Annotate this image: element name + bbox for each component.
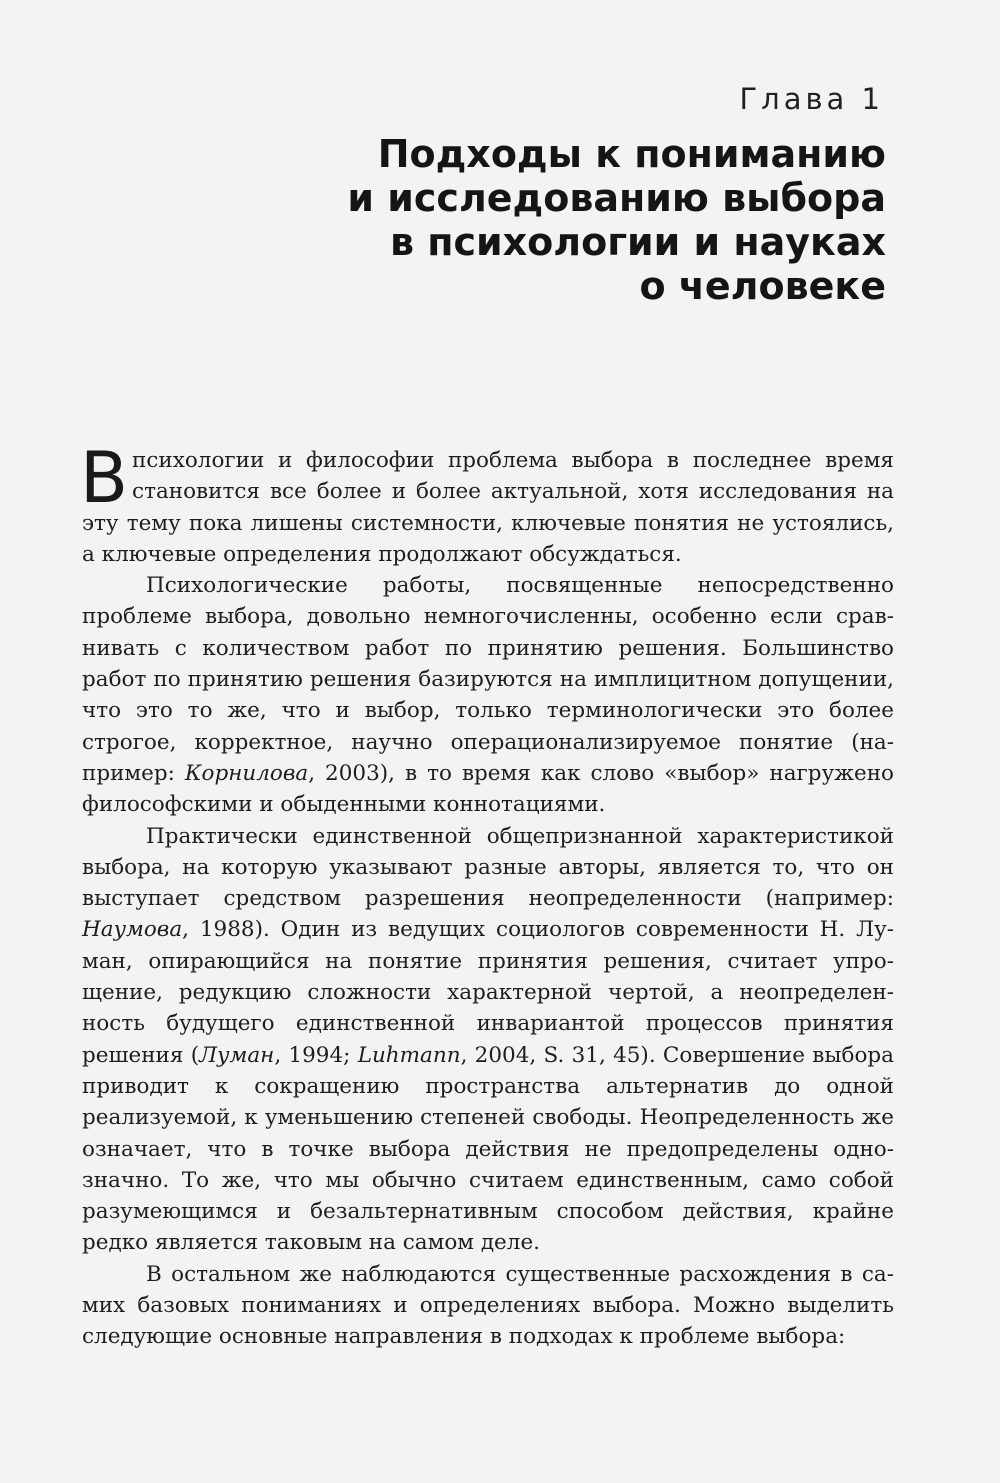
chapter-title-line-4: о человеке [639,264,886,308]
chapter-label: Глава 1 [739,82,884,116]
citation-author: Наумова [82,917,183,943]
citation-author: Luhmann [357,1042,461,1068]
paragraph-3-text-b: , 1988). Один из ведущих социологов современности Н. Луман, опирающийся на понятие принятия решения, считает упрощение, редукцию сложности характерной чертой, а неопределенность будущего единственной инвариантой процессов принятия решения ( [82,917,894,1068]
drop-cap: В [80,437,129,519]
chapter-title-line-2: и исследованию выбора [347,176,886,220]
body-text [80,437,894,1353]
paragraph-2 [82,570,894,820]
paragraph-3 [82,821,894,1259]
chapter-title-line-3: в психологии и науках [389,220,886,264]
paragraph-2-text-a: Психологические работы, посвященные непосредственно проблеме выбора, довольно немногочисленны, особенно если сравнивать с количеством работ по принятию решения. Большинство работ по принятию решения базируются на имплицитном допущении, что это то же, что и выбор, только терминологически это более строгое, корректное, научно операционализируемое понятие (например: [82,573,894,786]
paragraph-3-text-c: , 1994; [274,1042,358,1068]
chapter-title-line-1: Подходы к пониманию [377,132,886,176]
chapter-title [166,132,886,308]
paragraph-2-text-b: , 2003), в то время как слово «выбор» нагружено философскими и обыденными коннотациями. [82,760,894,818]
citation-author: Корнилова [184,760,309,786]
paragraph-1 [80,437,894,570]
paragraph-1-text: психологии и философии проблема выбора в последнее время становится все более и более актуальной, хотя исследования на эту тему пока лишены системности, ключевые понятия не устоялись, а ключевые определения продолжают обсуждаться. [82,448,894,567]
paragraph-3-text-a: Практически единственной общепризнанной характеристикой выбора, на которую указывают разные авторы, является то, что он выступает средством разрешения неопределенности (например: [82,823,894,912]
citation-author: Луман [199,1042,275,1068]
paragraph-3-text-d: , 2004, S. 31, 45). Совершение выбора приводит к сокращению пространства альтернатив до одной реализуемой, к уменьшению степеней свободы. Неопределенность же означает, что в точке выбора действия не предопределены однозначно. То же, что мы обычно считаем единственным, само собой разумеющимся и безальтернативным способом действия, крайне редко является таковым на самом деле. [82,1042,894,1256]
book-page [82,0,894,1483]
paragraph-4: В остальном же наблюдаются существенные расхождения в самих базовых пониманиях и определениях выбора. Можно выделить следующие основные направления в подходах к проблеме выбора: [82,1261,894,1350]
